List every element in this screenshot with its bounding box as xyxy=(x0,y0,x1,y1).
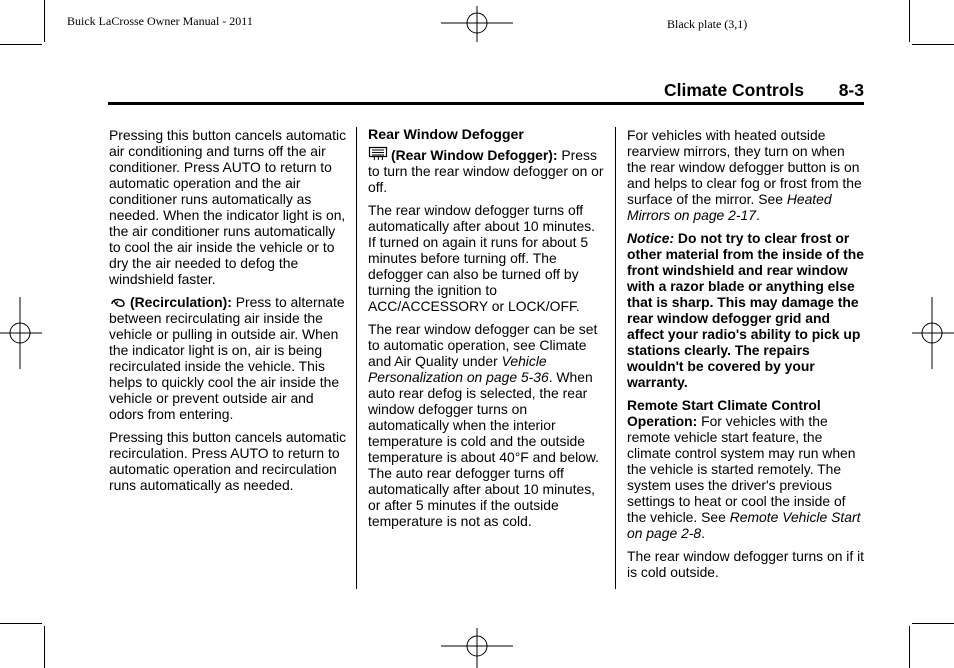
text-run: The rear window defogger can be set to automatic operation, see Climate and Air Quality under xyxy=(368,321,598,369)
notice-paragraph xyxy=(627,230,865,390)
crop-mark xyxy=(909,626,910,668)
paragraph: Pressing this button cancels automatic recirculation. Press AUTO to return to automatic operation and recirculation runs automatically as needed. xyxy=(109,429,347,493)
text-run: . xyxy=(755,207,760,223)
notice-label: Notice: xyxy=(627,230,675,246)
paragraph xyxy=(627,397,865,541)
text-run: For vehicles with heated outside rearview mirrors, they turn on when the rear window defogger button is on and helps to clear fog or frost from the surface of the mirror. See xyxy=(627,127,862,207)
print-header-plate: Black plate (3,1) xyxy=(667,17,748,31)
defogger-text: Press to turn the rear window defogger on or off. xyxy=(368,147,604,195)
paragraph xyxy=(627,127,865,223)
column-2 xyxy=(368,127,604,536)
column-divider xyxy=(615,127,616,589)
section-header xyxy=(108,80,864,102)
notice-text: Do not try to clear frost or other material from the inside of the front windshield and rear window with a razor blade or anything else that is sharp. This may damage the rear window defogger grid and affect your radio's ability to pick up stations clearly. The repairs wouldn't be covered by your warranty. xyxy=(627,230,864,390)
crop-mark xyxy=(44,626,45,668)
text-run: . When auto rear defog is selected, the rear window defogger turns on automatically when the interior temperature is cold and the outside temperature is about 40°F and below. The auto rear defogger turns off automatically after about 10 minutes, or after 5 minutes if the outside temperature is not as cold. xyxy=(368,369,600,529)
cross-reference: Heated Mirrors on page 2-17 xyxy=(627,191,832,223)
crop-mark xyxy=(44,0,45,42)
column-1 xyxy=(109,127,347,500)
remote-start-label: Remote Start Climate Control Operation: xyxy=(627,397,821,429)
subsection-heading: Rear Window Defogger xyxy=(368,127,524,143)
print-header-title: Buick LaCrosse Owner Manual - 2011 xyxy=(67,14,253,28)
registration-mark-icon xyxy=(441,628,513,668)
recirculation-text: Press to alternate between recirculating air inside the vehicle or pulling in outside air. When the indicator light is on, air is being recirculated inside the vehicle. This helps to quickly cool the air inside the vehicle or prevent outside air and odors from entering. xyxy=(109,294,345,422)
text-run: . xyxy=(701,525,706,541)
crop-mark xyxy=(0,623,42,624)
registration-mark-icon xyxy=(441,6,513,42)
registration-mark-icon xyxy=(912,297,954,369)
paragraph: The rear window defogger turns on if it is cold outside. xyxy=(627,548,865,580)
paragraph: The rear window defogger turns off automatically after about 10 minutes. If turned on again it runs for about 5 minutes before turning off. The defogger can also be turned off by turning the ignition to ACC/ACCESSORY or LOCK/OFF. xyxy=(368,202,596,314)
rear-defogger-icon xyxy=(368,146,388,162)
crop-mark xyxy=(912,623,954,624)
crop-mark xyxy=(912,44,954,45)
paragraph xyxy=(368,321,604,529)
cross-reference: Vehicle Personalization on page 5-36 xyxy=(368,353,549,385)
section-title: Climate Controls xyxy=(663,80,804,100)
crop-mark xyxy=(909,0,910,42)
page-number: 8-3 xyxy=(838,80,864,100)
cross-reference: Remote Vehicle Start on page 2-8 xyxy=(627,509,861,541)
column-3 xyxy=(627,127,865,587)
registration-mark-icon xyxy=(0,297,42,369)
crop-mark xyxy=(0,44,42,45)
paragraph xyxy=(368,146,604,195)
text-run: For vehicles with the remote vehicle start feature, the climate control system may run when the vehicle is started remotely. The system uses the driver's previous settings to heat or cool the inside of the vehicle. See xyxy=(627,413,856,525)
recirculation-icon xyxy=(109,295,127,309)
paragraph xyxy=(109,294,347,422)
recirculation-label: (Recirculation): xyxy=(130,294,232,310)
column-divider xyxy=(356,127,357,589)
header-rule xyxy=(108,102,864,105)
paragraph: Pressing this button cancels automatic air conditioning and turns off the air conditioner. Press AUTO to return to automatic operation and the air conditioner runs automatically as needed. When the indicator light is on, the air conditioner runs automatically to cool the air inside the vehicle or to dry the air needed to defog the windshield faster. xyxy=(109,127,347,287)
defogger-label: (Rear Window Defogger): xyxy=(391,147,558,163)
